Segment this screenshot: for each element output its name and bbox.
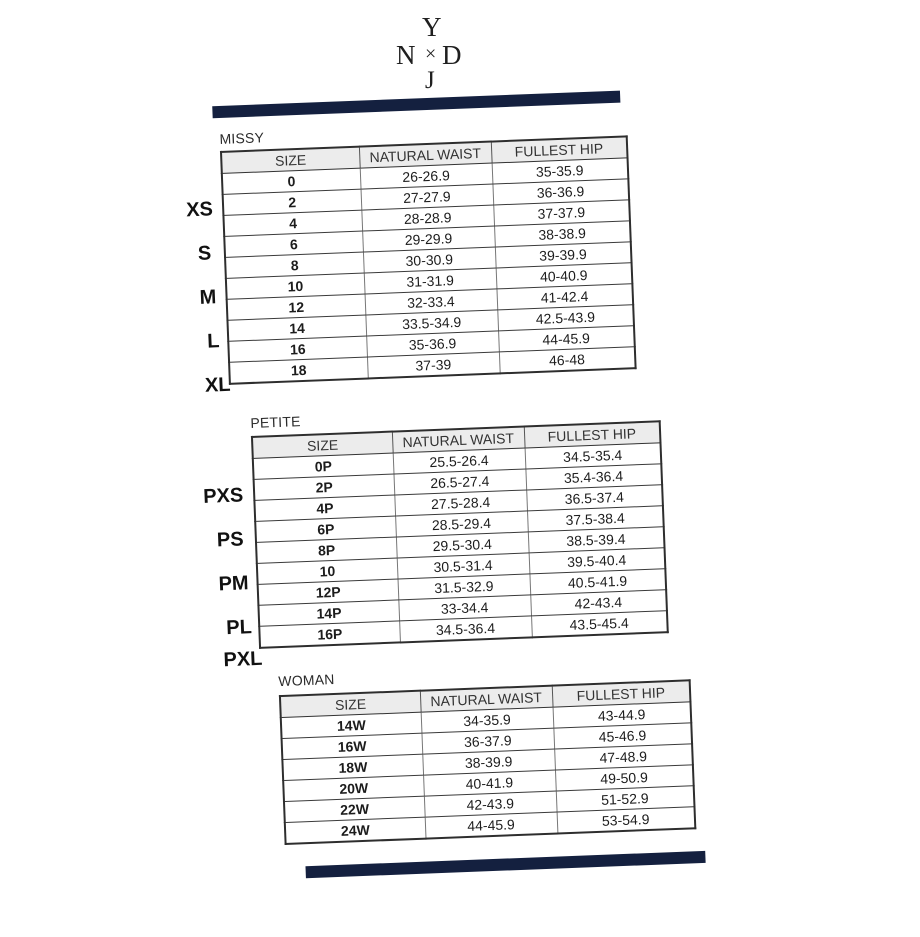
hip-column-header: FULLEST HIP	[524, 421, 661, 448]
hip-cell: 51-52.9	[556, 786, 695, 812]
size-cell: 10	[257, 558, 398, 584]
hip-cell: 38.5-39.4	[528, 527, 665, 553]
waist-cell: 33-34.4	[398, 595, 531, 621]
hip-cell: 53-54.9	[557, 807, 696, 834]
size-cell: 12	[227, 294, 366, 320]
hip-cell: 42-43.4	[530, 590, 667, 616]
woman-size-table	[279, 679, 696, 845]
hip-cell: 35.4-36.4	[525, 464, 662, 490]
waist-cell: 37-39	[367, 352, 500, 379]
alpha-size-label: PS	[216, 528, 244, 552]
waist-column-header: NATURAL WAIST	[420, 686, 553, 713]
size-cell: 2P	[254, 474, 395, 500]
size-cell: 16	[228, 336, 367, 362]
hip-cell: 40.5-41.9	[529, 569, 666, 595]
hip-cell: 44-45.9	[498, 326, 635, 352]
size-cell: 8P	[256, 537, 397, 563]
alpha-size-label: PM	[218, 572, 249, 596]
size-cell: 14P	[258, 600, 399, 626]
hip-cell: 45-46.9	[553, 723, 692, 749]
size-cell: 24W	[285, 817, 426, 844]
size-cell: 0P	[253, 453, 394, 479]
size-cell: 20W	[283, 775, 424, 801]
hip-cell: 35-35.9	[492, 158, 629, 184]
waist-cell: 27-27.9	[361, 184, 494, 210]
waist-cell: 34-35.9	[421, 707, 554, 733]
hip-cell: 43.5-45.4	[531, 611, 668, 638]
hip-cell: 37.5-38.4	[527, 506, 664, 532]
size-cell: 4	[223, 210, 362, 236]
logo-letter-left: N	[396, 40, 416, 70]
petite-size-table	[251, 420, 669, 649]
waist-cell: 33.5-34.9	[365, 310, 498, 336]
waist-cell: 31.5-32.9	[398, 574, 531, 600]
waist-cell: 26-26.9	[360, 163, 493, 189]
hip-cell: 43-44.9	[553, 702, 692, 728]
alpha-size-label: M	[199, 286, 217, 309]
alpha-size-label: S	[197, 242, 212, 265]
missy-section-label: MISSY	[219, 129, 265, 147]
alpha-size-label: PL	[225, 616, 253, 640]
waist-column-header: NATURAL WAIST	[359, 142, 492, 169]
size-cell: 18	[229, 357, 368, 384]
logo-letter-right: D	[442, 40, 462, 70]
size-cell: 16W	[282, 733, 423, 759]
hip-cell: 46-48	[499, 347, 636, 374]
waist-cell: 42-43.9	[424, 791, 557, 817]
alpha-size-label: XS	[185, 198, 214, 222]
waist-cell: 35-36.9	[366, 331, 499, 357]
logo-center-mark: ×	[425, 43, 437, 65]
top-divider-bar	[212, 91, 620, 119]
waist-cell: 38-39.9	[422, 749, 555, 775]
size-column-header: SIZE	[252, 432, 393, 459]
woman-section-label: WOMAN	[278, 670, 335, 690]
waist-cell: 30.5-31.4	[397, 553, 530, 579]
hip-column-header: FULLEST HIP	[491, 136, 628, 163]
alpha-size-label: L	[206, 330, 220, 353]
waist-cell: 27.5-28.4	[394, 490, 527, 516]
size-cell: 14W	[281, 712, 422, 738]
hip-cell: 42.5-43.9	[497, 305, 634, 331]
hip-cell: 39.5-40.4	[529, 548, 666, 574]
size-cell: 22W	[284, 796, 425, 822]
bottom-divider-bar	[305, 851, 705, 878]
missy-size-table	[220, 135, 637, 384]
waist-cell: 31-31.9	[364, 268, 497, 294]
size-cell: 6	[224, 231, 363, 257]
hip-cell: 37-37.9	[493, 200, 630, 226]
hip-cell: 41-42.4	[496, 284, 633, 310]
petite-section-label: PETITE	[250, 413, 301, 432]
waist-cell: 29-29.9	[362, 226, 495, 252]
waist-cell: 32-33.4	[365, 289, 498, 315]
logo-letter-top: Y	[422, 12, 442, 42]
alpha-size-label: PXS	[202, 484, 244, 508]
hip-cell: 38-38.9	[494, 221, 631, 247]
size-column-header: SIZE	[280, 691, 421, 718]
waist-cell: 34.5-36.4	[399, 616, 532, 643]
alpha-size-label: XL	[204, 373, 231, 397]
hip-cell: 40-40.9	[496, 263, 633, 289]
waist-cell: 30-30.9	[363, 247, 496, 273]
hip-column-header: FULLEST HIP	[552, 680, 691, 707]
size-cell: 14	[227, 315, 366, 341]
waist-cell: 26.5-27.4	[393, 469, 526, 495]
waist-column-header: NATURAL WAIST	[392, 427, 525, 454]
size-cell: 10	[226, 273, 365, 299]
size-cell: 0	[222, 168, 361, 194]
size-column-header: SIZE	[221, 147, 360, 174]
alpha-size-label: PXL	[223, 647, 263, 672]
size-cell: 4P	[254, 495, 395, 521]
size-cell: 8	[225, 252, 364, 278]
logo-letter-bottom: J	[425, 67, 435, 94]
size-cell: 18W	[282, 754, 423, 780]
size-cell: 16P	[259, 621, 400, 648]
waist-cell: 25.5-26.4	[393, 448, 526, 474]
waist-cell: 29.5-30.4	[396, 532, 529, 558]
waist-cell: 40-41.9	[423, 770, 556, 796]
waist-cell: 44-45.9	[425, 812, 558, 839]
waist-cell: 28-28.9	[361, 205, 494, 231]
waist-cell: 36-37.9	[421, 728, 554, 754]
waist-cell: 28.5-29.4	[395, 511, 528, 537]
hip-cell: 36-36.9	[492, 179, 629, 205]
hip-cell: 36.5-37.4	[526, 485, 663, 511]
size-cell: 6P	[255, 516, 396, 542]
size-cell: 12P	[258, 579, 399, 605]
size-cell: 2	[223, 189, 362, 215]
hip-cell: 34.5-35.4	[525, 443, 662, 469]
hip-cell: 49-50.9	[555, 765, 694, 791]
hip-cell: 39-39.9	[495, 242, 632, 268]
hip-cell: 47-48.9	[554, 744, 693, 770]
